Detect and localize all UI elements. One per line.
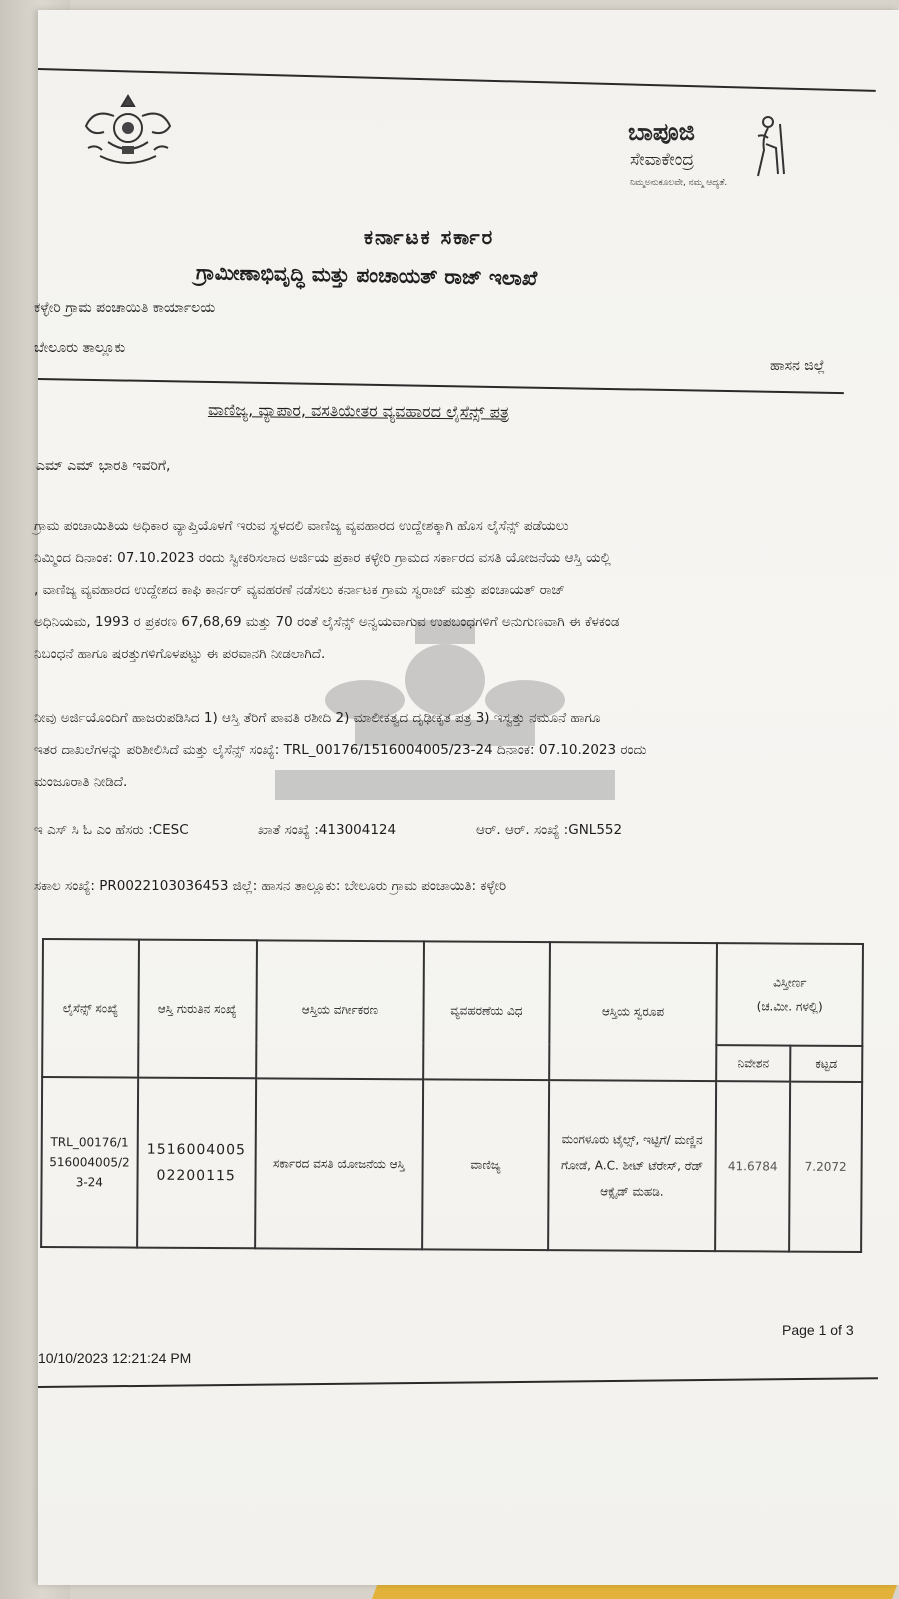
brand-tagline: ನಿಮ್ಮಅನುಕೂಲವೇ, ನಮ್ಮ ಆದ್ಯತೆ.: [630, 178, 728, 188]
paragraph-1-line-2: ನಿಮ್ಮಿಂದ ದಿನಾಂಕ: 07.10.2023 ರಂದು ಸ್ವೀಕರಿಸಲಾದ ಅರ್ಜಿಯ ಪ್ರಕಾರ ಕಳ್ಳೇರಿ ಗ್ರಾಮದ ಸರ್ಕಾರದ ವಸತಿ ಯೋಜನೆಯ ಆಸ್ತಿ ಯಲ್ಲಿ: [34, 550, 611, 566]
account-number: ಖಾತೆ ಸಂಖ್ಯೆ :413004124: [258, 822, 397, 838]
paragraph-1-line-3: , ವಾಣಿಜ್ಯ ವ್ಯವಹಾರದ ಉದ್ದೇಶದ ಕಾಫಿ ಕಾರ್ನರ್ ವ್ಯವಹರಣೆ ನಡೆಸಲು ಕರ್ನಾಟಕ ಗ್ರಾಮ ಸ್ವರಾಜ್ ಮತ್ತು ಪಂಚಾಯತ್ ರಾಜ್: [34, 582, 565, 598]
header-property-id: ಆಸ್ತಿ ಗುರುತಿನ ಸಂಖ್ಯೆ: [138, 940, 257, 1079]
cell-building-area: 7.2072: [789, 1082, 862, 1252]
paragraph-1-line-5: ನಿಬಂಧನೆ ಹಾಗೂ ಷರತ್ತುಗಳಿಗೊಳಪಟ್ಟು ಈ ಪರವಾನಗಿ ನೀಡಲಾಗಿದೆ.: [34, 646, 326, 662]
paragraph-2-line-3: ಮಂಜೂರಾತಿ ನೀಡಿದೆ.: [34, 774, 128, 790]
paragraph-1-line-1: ಗ್ರಾಮ ಪಂಚಾಯಿತಿಯ ಅಧಿಕಾರ ವ್ಯಾಪ್ತಿಯೊಳಗೆ ಇರುವ ಸ್ಥಳದಲಿ ವಾಣಿಜ್ಯ ವ್ಯವಹಾರದ ಉದ್ದೇಶಕ್ಕಾಗಿ ಹೊಸ ಲೈಸೆನ್ಸ್ ಪಡೆಯಲು: [34, 518, 569, 534]
office-name: ಕಳ್ಳೇರಿ ಗ್ರಾಮ ಪಂಚಾಯಿತಿ ಕಾರ್ಯಾಲಯ: [34, 300, 216, 316]
cell-property-id: [137, 1078, 256, 1249]
license-table: [40, 938, 864, 1253]
cell-trade-type: ವಾಣಿಜ್ಯ: [422, 1079, 549, 1250]
cell-classification: ಸರ್ಕಾರದ ವಸತಿ ಯೋಜನೆಯ ಆಸ್ತಿ: [255, 1078, 423, 1249]
header-area-label: ವಿಸ್ತೀರ್ಣ: [773, 975, 807, 990]
document-title: ವಾಣಿಜ್ಯ, ವ್ಯಾಪಾರ, ವಸತಿಯೇತರ ವ್ಯವಹಾರದ ಲೈಸೆನ್ಸ್ ಪತ್ರ: [207, 400, 510, 422]
header-license-no: ಲೈಸೆನ್ಸ್ ಸಂಖ್ಯೆ: [42, 939, 139, 1078]
header-site: ನಿವೇಶನ: [716, 1045, 790, 1082]
paragraph-2-line-1: ನೀವು ಅರ್ಜಿಯೊಂದಿಗೆ ಹಾಜರುಪಡಿಸಿದ 1) ಆಸ್ತಿ ತೆರಿಗೆ ಪಾವತಿ ರಶೀದಿ 2) ಮಾಲೀಕತ್ವದ ದೃಢೀಕೃತ ಪತ್ರ 3) ಇಸ್ವತ್ತು ನಮೂನೆ ಹಾಗೂ: [34, 710, 601, 726]
header-area-unit: (ಚ.ಮೀ. ಗಳಲ್ಲಿ): [756, 999, 823, 1014]
header-trade-type: ವ್ಯವಹರಣೆಯ ವಿಧ: [423, 941, 549, 1080]
header-building: ಕಟ್ಟಡ: [790, 1046, 862, 1083]
brand-subtitle: ಸೇವಾಕೇಂದ್ರ: [630, 150, 695, 170]
paragraph-1-line-4: ಅಧಿನಿಯಮ, 1993 ರ ಪ್ರಕರಣ 67,68,69 ಮತ್ತು 70 ರಂತೆ ಲೈಸೆನ್ಸ್ ಅನ್ವಯವಾಗುವ ಉಪಬಂಧಗಳಿಗೆ ಅನುಗುಣವಾಗಿ ಈ ಕೆಳಕಂಡ: [34, 614, 620, 630]
gandhi-icon: [744, 114, 788, 180]
taluk-name: ಬೇಲೂರು ತಾಲ್ಲೂಕು: [34, 340, 126, 356]
rr-number: ಆರ್. ಆರ್. ಸಂಖ್ಯೆ :GNL552: [476, 822, 623, 838]
header-nature: ಆಸ್ತಿಯ ಸ್ವರೂಪ: [549, 942, 717, 1081]
cell-license-no: TRL_00176/1516004005/23-24: [41, 1077, 138, 1248]
cell-site-area: 41.6784: [715, 1081, 790, 1251]
karnataka-emblem-icon: [78, 86, 178, 172]
escom-name: ಇ ಎಸ್ ಸಿ ಓ ಎಂ ಹೆಸರು :CESC: [34, 822, 189, 838]
dept-title: ಗ್ರಾಮೀಣಾಭಿವೃದ್ಧಿ ಮತ್ತು ಪಂಚಾಯತ್ ರಾಜ್ ಇಲಾಖೆ: [195, 260, 538, 290]
property-id-line-1: 1516004005: [146, 1141, 246, 1159]
salutation: ಎಮ್ ಎಮ್ ಭಾರತಿ ಇವರಿಗೆ,: [36, 458, 171, 474]
paragraph-2-line-2: ಇತರ ದಾಖಲೆಗಳನ್ನು ಪರಿಶೀಲಿಸಿದೆ ಮತ್ತು ಲೈಸೆನ್ಸ್ ಸಂಖ್ಯೆ: TRL_00176/1516004005/23-24 ದಿನಾಂಕ: 07.10.2023 ರಂದು: [34, 742, 647, 758]
header-classification: ಆಸ್ತಿಯ ವರ್ಗೀಕರಣ: [256, 940, 424, 1079]
cell-nature: ಮಂಗಳೂರು ಟೈಲ್ಸ್, ಇಟ್ಟಿಗೆ/ ಮಣ್ಣಿನ ಗೋಡೆ, A.C. ಶೀಟ್ ಟೆರೇಸ್, ರೆಡ್ ಆಕ್ಸೈಡ್ ಮಹಡಿ.: [548, 1080, 716, 1251]
page-number: Page 1 of 3: [782, 1322, 854, 1338]
brand-name: ಬಾಪೂಜಿ: [628, 118, 695, 146]
print-timestamp: 10/10/2023 12:21:24 PM: [38, 1350, 192, 1366]
district-name: ಹಾಸನ ಜಿಲ್ಲೆ: [770, 358, 826, 374]
header-area: [716, 943, 862, 1046]
gov-title: ಕರ್ನಾಟಕ ಸರ್ಕಾರ: [364, 225, 495, 249]
sakala-line: ಸಕಾಲ ಸಂಖ್ಯೆ: PR0022103036453 ಜಿಲ್ಲೆ: ಹಾಸನ ತಾಲ್ಲೂಕು: ಬೇಲೂರು ಗ್ರಾಮ ಪಂಚಾಯಿತಿ: ಕಳ್ಳೇರಿ: [34, 878, 507, 894]
property-id-line-2: 02200115: [156, 1167, 236, 1185]
table-row: [41, 1077, 862, 1252]
bapuji-seva-kendra-logo: [628, 118, 788, 202]
